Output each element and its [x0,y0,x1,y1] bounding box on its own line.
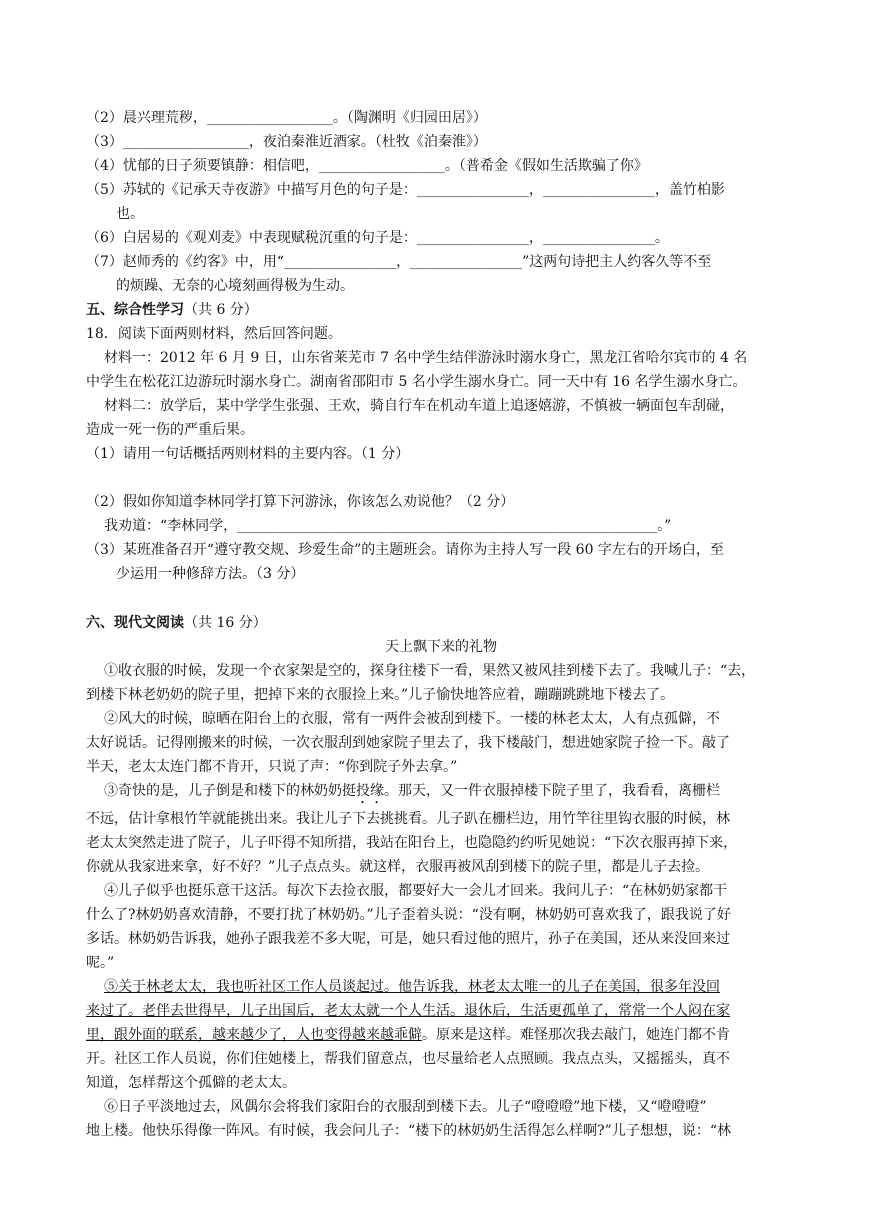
para5-line3-underlined: 里，跟外面的联系，越来越少了，人也变得越来越乖僻 [86,1027,422,1043]
para4-line2: 什么了?林奶奶喜欢清静，不要打扰了林奶奶。”儿子歪着头说：“没有啊，林奶奶可喜欢我了，跟我说了好 [86,907,731,923]
material1-line1: 材料一：2012 年 6 月 9 日，山东省莱芜市 7 名中学生结伴游泳时溺水身亡，黑龙江省哈尔宾市的 4 名 [104,350,748,366]
para4-line4: 呢。” [86,955,115,971]
para6-line2: 地上楼。他快乐得像一阵风。有时候，我会问儿子：“楼下的林奶奶生活得怎么样啊?”儿子想想，说：“林 [86,1123,731,1139]
para2-line1: ②风大的时候，晾晒在阳台上的衣服，常有一两件会被刮到楼下。一楼的林老太太，人有点孤僻，不 [104,711,720,727]
q18-sub3-line1: （3）某班准备召开“遵守教交规、珍爱生命”的主题班会。请你为主持人写一段 60 字左右的开场白，至 [86,542,724,558]
para5-line3-rest: 。原来是这样。难怪那次我去敲门，她连门都不肯 [422,1027,730,1043]
para2-line2: 太好说话。记得刚搬来的时候，一次衣服刮到她家院子里去了，我下楼敲门，想进她家院子捡一下。敲了 [86,735,730,751]
para3-line1-a: ③奇快的是，儿子倒是和楼下的林奶奶挺 [104,783,356,799]
q17-item-2: （2）晨兴理荒秽，__________________。（陶渊明《归园田居》） [86,110,487,126]
para5-line5: 知道，怎样帮这个孤僻的老太太。 [86,1075,296,1091]
section6-points: （共 16 分） [184,615,267,631]
q18-sub3-line2: 少运用一种修辞方法。（3 分） [116,566,305,582]
q18-sub1: （1）请用一句话概括两则材料的主要内容。（1 分） [86,446,410,462]
para5-line1: ⑤关于林老太太，我也听社区工作人员谈起过。他告诉我，林老太太唯一的儿子在美国，很多年没回 [104,979,720,995]
para3-line4: 你就从我家进来拿，好不好？”儿子点点头。就这样，衣服再被风刮到楼下的院子里，都是儿子去捡。 [86,859,710,875]
material2-line1: 材料二：放学后，某中学学生张强、王欢，骑自行车在机动车道上追逐嬉游，不慎被一辆面包车刮碰， [104,398,734,414]
para3-line1 [104,779,814,807]
para5-line4: 开。社区工作人员说，你们住她楼上，帮我们留意点，也尽量给老人点照顾。我点点头，又摇摇头，真不 [86,1051,730,1067]
para4-line1: ④儿子似乎也挺乐意干这活。每次下去捡衣服，都要好大一会儿才回来。我问儿子：“在林奶奶家都干 [104,883,728,899]
q17-item-3: （3）__________________，夜泊秦淮近酒家。（杜牧《泊秦淮》） [86,134,487,150]
para6-line1: ⑥日子平淡地过去，风偶尔会将我们家阳台的衣服刮到楼下去。儿子“噔噔噔”地下楼，又“噔噔噔” [104,1099,707,1115]
q17-item-5-cont: 也。 [116,206,144,222]
material2-line2: 造成一死一伤的严重后果。 [86,422,254,438]
para3-line3: 老太太突然走进了院子，儿子吓得不知所措，我站在阳台上，也隐隐约约听见她说：“下次衣服再掉下来， [86,835,738,851]
dotted-word: 投缘 [356,783,384,799]
section5-title: 五、综合性学习 [86,302,184,318]
para5-line3 [86,1023,796,1047]
para2-line3: 半天，老太太连门都不肯开，只说了声：“你到院子外去拿。” [86,759,458,775]
para5-line2: 来过了。老伴去世得早，儿子出国后，老太太就一个人生活。退休后，生活更孤单了，常常一个人闷在家 [86,1003,730,1019]
section5-points: （共 6 分） [184,302,258,318]
q18-sub2-answer: 我劝道：“李林同学，____________________________________________________________。” [104,518,672,534]
q17-item-6: （6）白居易的《观刈麦》中表现赋税沉重的句子是：________________，________________。 [86,230,669,246]
article-title: 天上飘下来的礼物 [385,639,497,655]
q17-item-5: （5）苏轼的《记承天寺夜游》中描写月色的句子是：________________，________________，盖竹柏影 [86,182,725,198]
para4-line3: 多话。林奶奶告诉我，她孙子跟我差不多大呢，可是，她只看过他的照片，孙子在美国，还从来没回来过 [86,931,730,947]
q17-item-4: （4）忧郁的日子须要镇静：相信吧，__________________。（普希金《假如生活欺骗了你》 [86,158,648,174]
para3-line2: 不远，估计拿根竹竿就能挑出来。我让儿子下去挑挑看。儿子趴在栅栏边，用竹竿往里钩衣服的时候，林 [86,811,730,827]
para1-line1: ①收衣服的时候，发现一个衣家架是空的，探身往楼下一看，果然又被风挂到楼下去了。我喊儿子：“去， [104,663,756,679]
material1-line2: 中学生在松花江边游玩时溺水身亡。湖南省邵阳市 5 名小学生溺水身亡。同一天中有 16 名学生溺水身亡。 [86,374,747,390]
para3-line1-b: 。那天，又一件衣服掉楼下院子里了，我看看，离栅栏 [384,783,720,799]
section6-title: 六、现代文阅读 [86,615,184,631]
q18-sub2: （2）假如你知道李林同学打算下河游泳，你该怎么劝说他？（2 分） [86,494,515,510]
q17-item-7: （7）赵师秀的《约客》中，用“________________，________________”这两句诗把主人约客久等不至 [86,254,712,270]
section5-heading [86,298,796,322]
q18-prompt: 18．阅读下面两则材料，然后回答问题。 [86,326,342,342]
para1-line2: 到楼下林老奶奶的院子里，把掉下来的衣服捡上来。”儿子愉快地答应着，蹦蹦跳跳地下楼去了。 [86,687,675,703]
section6-heading [86,611,796,635]
q17-item-7-cont: 的烦躁、无奈的心境刻画得极为生动。 [116,278,354,294]
